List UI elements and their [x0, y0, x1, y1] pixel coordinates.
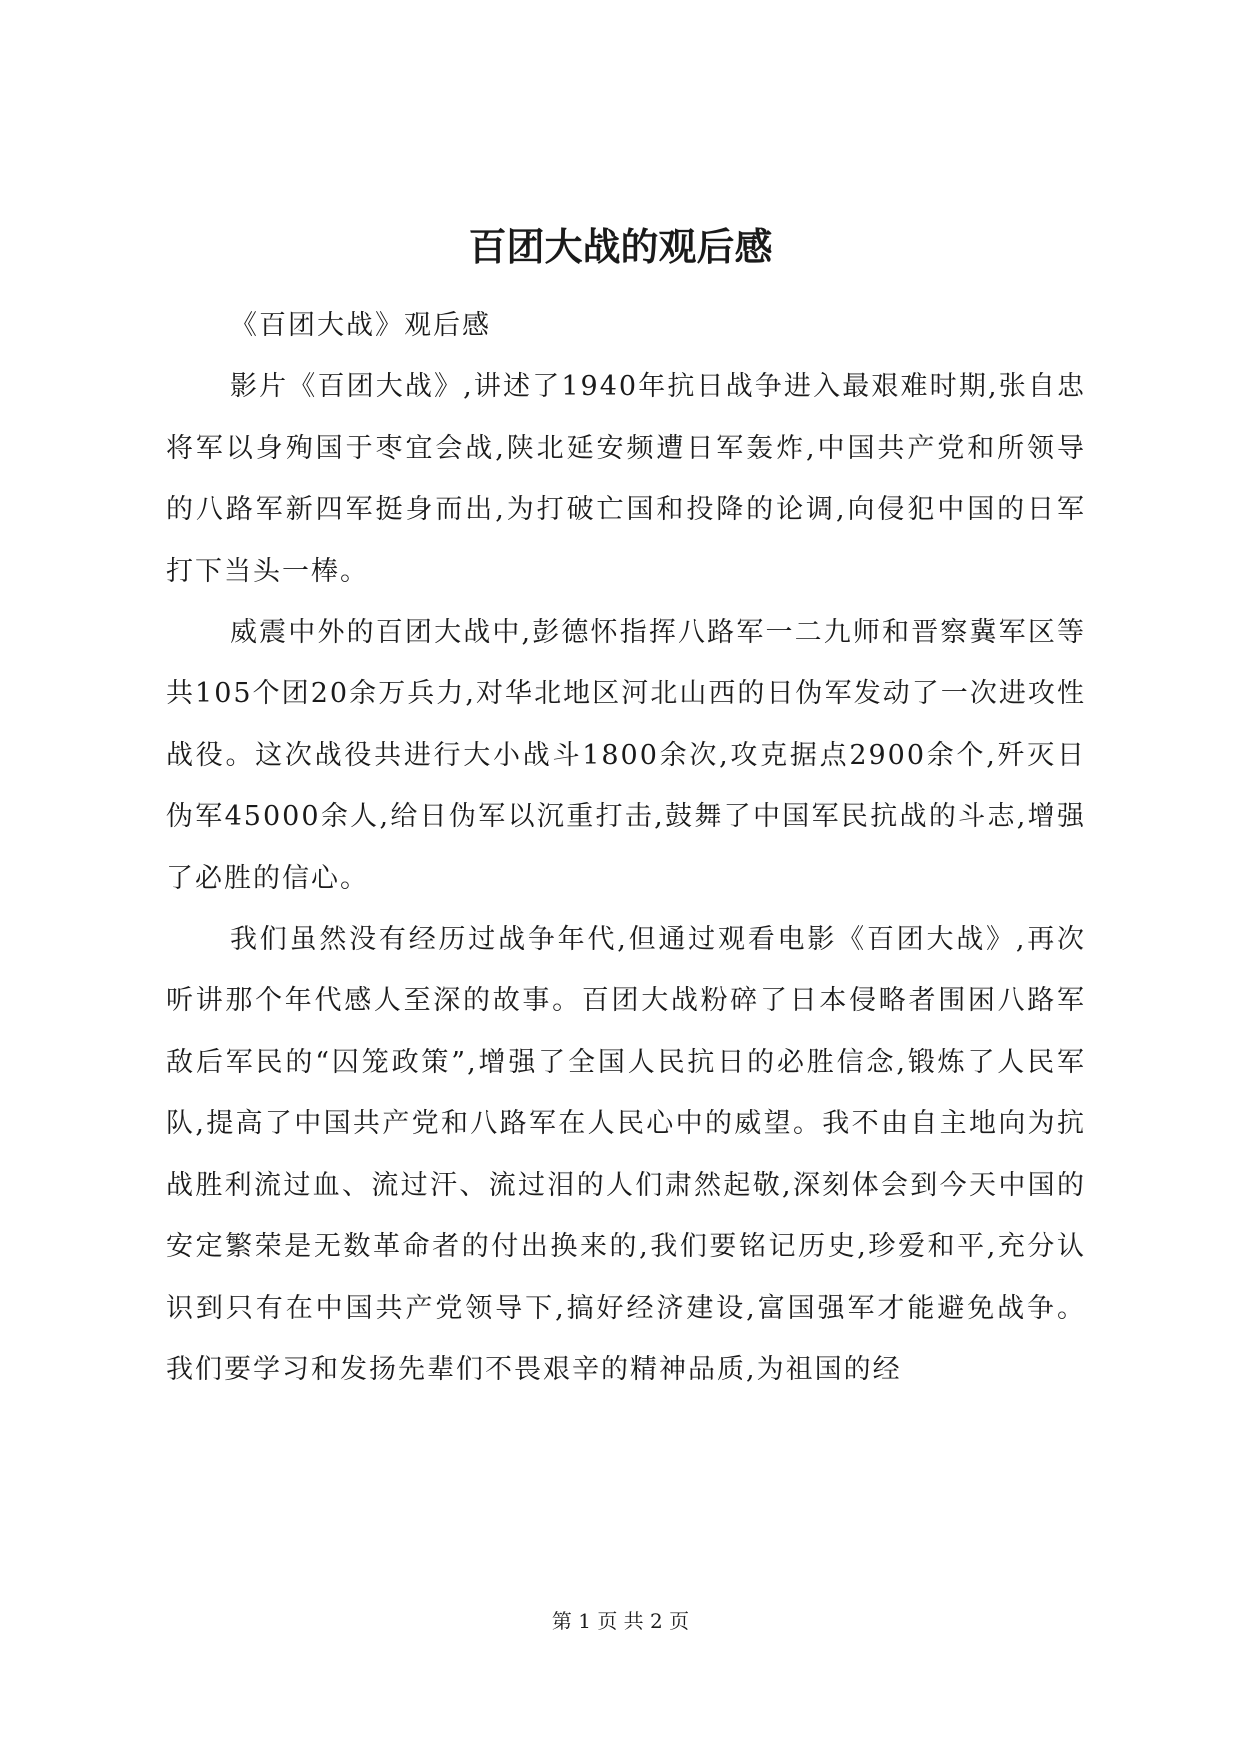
body-paragraph: 影片《百团大战》,讲述了1940年抗日战争进入最艰难时期,张自忠将军以身殉国于枣宜会战,陕北延安频遭日军轰炸,中国共产党和所领导的八路军新四军挺身而出,为打破亡国和投降的论调,向侵犯中国的日军打下当头一棒。: [166, 371, 1086, 587]
document-body: [166, 295, 1086, 1400]
body-paragraph: 威震中外的百团大战中,彭德怀指挥八路军一二九师和晋察冀军区等共105个团20余万兵力,对华北地区河北山西的日伪军发动了一次进攻性战役。这次战役共进行大小战斗1800余次,攻克据点2900余个,歼灭日伪军45000余人,给日伪军以沉重打击,鼓舞了中国军民抗战的斗志,增强了必胜的信心。: [166, 617, 1086, 894]
body-paragraph: 我们虽然没有经历过战争年代,但通过观看电影《百团大战》,再次听讲那个年代感人至深的故事。百团大战粉碎了日本侵略者围困八路军敌后军民的“囚笼政策”,增强了全国人民抗日的必胜信念,锻炼了人民军队,提高了中国共产党和八路军在人民心中的威望。我不由自主地向为抗战胜利流过血、流过汗、流过泪的人们肃然起敬,深刻体会到今天中国的安定繁荣是无数革命者的付出换来的,我们要铭记历史,珍爱和平,充分认识到只有在中国共产党领导下,搞好经济建设,富国强军才能避免战争。我们要学习和发扬先辈们不畏艰辛的精神品质,为祖国的经: [166, 924, 1086, 1385]
document-title: 百团大战的观后感: [468, 224, 773, 269]
page-footer: 第 1 页 共 2 页: [551, 1609, 690, 1633]
subtitle-paragraph: 《百团大战》观后感: [230, 310, 491, 341]
